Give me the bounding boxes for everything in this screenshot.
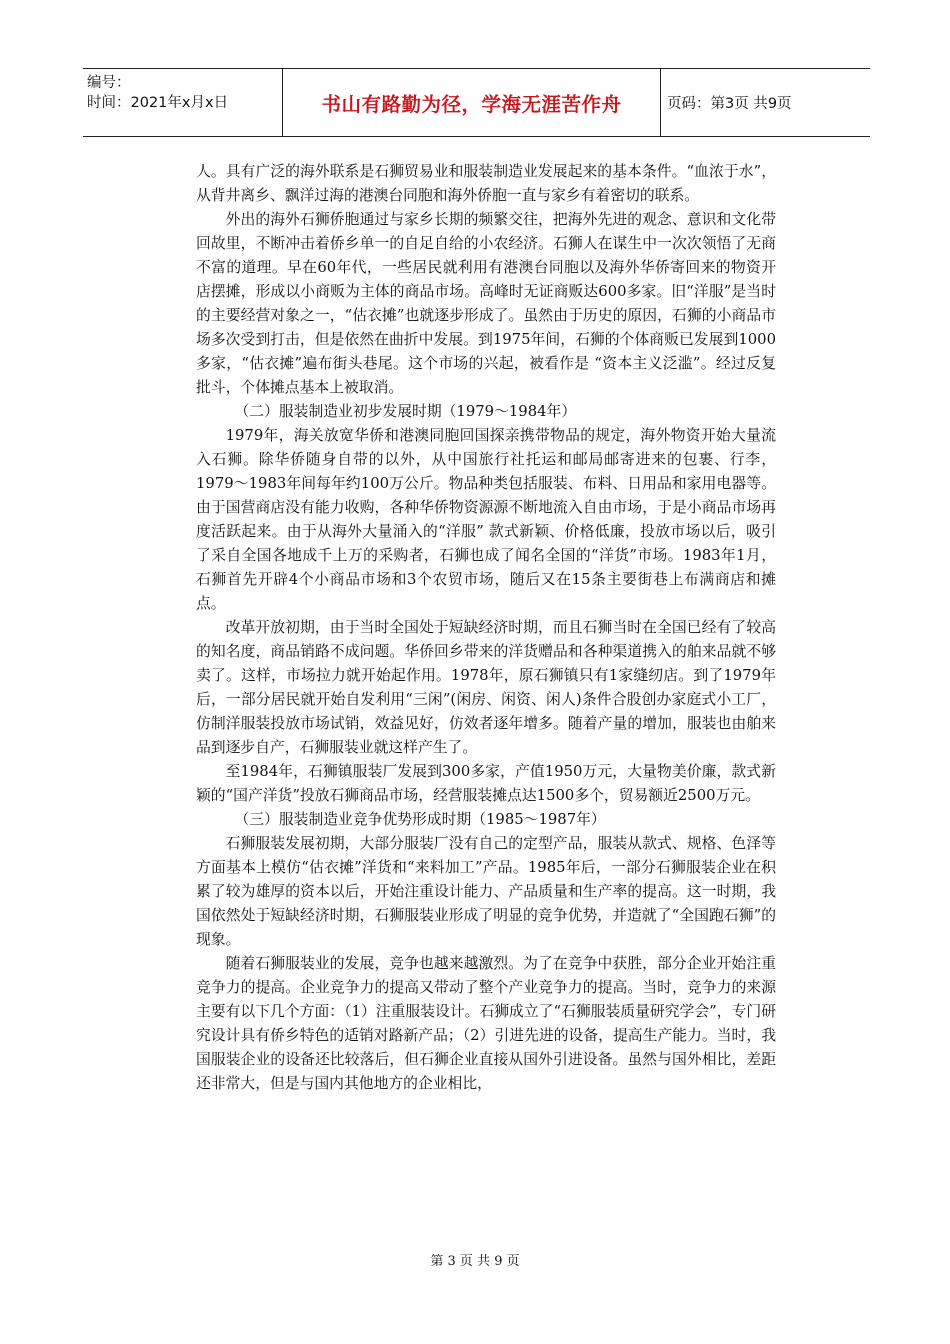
paragraph: 石狮服装发展初期，大部分服装厂没有自己的定型产品，服装从款式、规格、色泽等方面基本上模仿“估衣摊”洋货和“来料加工”产品。1985年后，一部分石狮服装企业在积累了较为雄厚的资本以后，开始注重设计能力、产品质量和生产率的提高。这一时期，我国依然处于短缺经济时期，石狮服装业形成了明显的竞争优势，并造就了“全国跑石狮”的现象。 bbox=[196, 835, 776, 948]
page-header bbox=[83, 68, 870, 137]
paragraph: 至1984年，石狮镇服装厂发展到300多家，产值1950万元，大量物美价廉，款式新颖的“国产洋货”投放石狮商品市场，经营服装摊点达1500多个，贸易额近2500万元。 bbox=[196, 763, 776, 804]
paragraph: 改革开放初期，由于当时全国处于短缺经济时期，而且石狮当时在全国已经有了较高的知名度，商品销路不成问题。华侨回乡带来的洋货赠品和各种渠道携入的舶来品就不够卖了。这样，市场拉力就开始起作用。1978年，原石狮镇只有1家缝纫店。到了1979年后，一部分居民就开始自发利用“三闲”(闲房、闲资、闲人)条件合股创办家庭式小工厂，仿制洋服装投放市场试销，效益见好，仿效者逐年增多。随着产量的增加，服装也由舶来品到逐步自产，石狮服装业就这样产生了。 bbox=[196, 619, 776, 756]
paragraph: 外出的海外石狮侨胞通过与家乡长期的频繁交往，把海外先进的观念、意识和文化带回故里，不断冲击着侨乡单一的自足自给的小农经济。石狮人在谋生中一次次领悟了无商不富的道理。早在60年代，一些居民就利用有港澳台同胞以及海外华侨寄回来的物资开店摆摊，形成以小商贩为主体的商品市场。高峰时无证商贩达600多家。旧“洋服”是当时的主要经营对象之一，“估衣摊”也就逐步形成了。虽然由于历史的原因，石狮的小商品市场多次受到打击，但是依然在曲折中发展。到1975年间，石狮的个体商贩已发展到1000多家，“估衣摊”遍布街头巷尾。这个市场的兴起，被看作是 “资本主义泛滥”。经过反复批斗，个体摊点基本上被取消。 bbox=[196, 211, 776, 396]
paragraph-continued: 人。具有广泛的海外联系是石狮贸易业和服装制造业发展起来的基本条件。“血浓于水”，从背井离乡、飘洋过海的港澳台同胞和海外侨胞一直与家乡有着密切的联系。 bbox=[196, 163, 776, 204]
header-meta bbox=[83, 69, 283, 136]
paragraph: 随着石狮服装业的发展，竞争也越来越激烈。为了在竞争中获胜，部分企业开始注重竞争力的提高。企业竞争力的提高又带动了整个产业竞争力的提高。当时，竞争力的来源主要有以下几个方面：（1）注重服装设计。石狮成立了“石狮服装质量研究学会”，专门研究设计具有侨乡特色的适销对路新产品；（2）引进先进的设备，提高生产能力。当时，我国服装企业的设备还比较落后，但石狮企业直接从国外引进设备。虽然与国外相比，差距还非常大，但是与国内其他地方的企业相比， bbox=[196, 955, 776, 1092]
paragraph: 1979年，海关放宽华侨和港澳同胞回国探亲携带物品的规定，海外物资开始大量流入石狮。除华侨随身自带的以外，从中国旅行社托运和邮局邮寄进来的包裹、行李，1979～1983年间每年约100万公斤。物品种类包括服装、布料、日用品和家用电器等。由于国营商店没有能力收购，各种华侨物资源源不断地流入自由市场，于是小商品市场再度活跃起来。由于从海外大量涌入的“洋服” 款式新颖、价格低廉，投放市场以后，吸引了采自全国各地成千上万的采购者，石狮也成了闻名全国的“洋货”市场。1983年1月，石狮首先开辟4个小商品市场和3个农贸市场，随后又在15条主要街巷上布满商店和摊点。 bbox=[196, 427, 776, 612]
section-heading-3: （三）服装制造业竞争优势形成时期（1985～1987年） bbox=[234, 811, 606, 828]
section-heading-2: （二）服装制造业初步发展时期（1979～1984年） bbox=[234, 403, 577, 420]
document-body bbox=[196, 160, 776, 1096]
header-page-number: 页码：第3页 共9页 bbox=[667, 96, 792, 112]
header-motto: 书山有路勤为径，学海无涯苦作舟 bbox=[283, 69, 661, 136]
page-footer: 第 3 页 共 9 页 bbox=[430, 1254, 520, 1269]
document-number-label: 编号： bbox=[87, 75, 131, 91]
document-date: 时间：2021年x月x日 bbox=[87, 95, 229, 111]
